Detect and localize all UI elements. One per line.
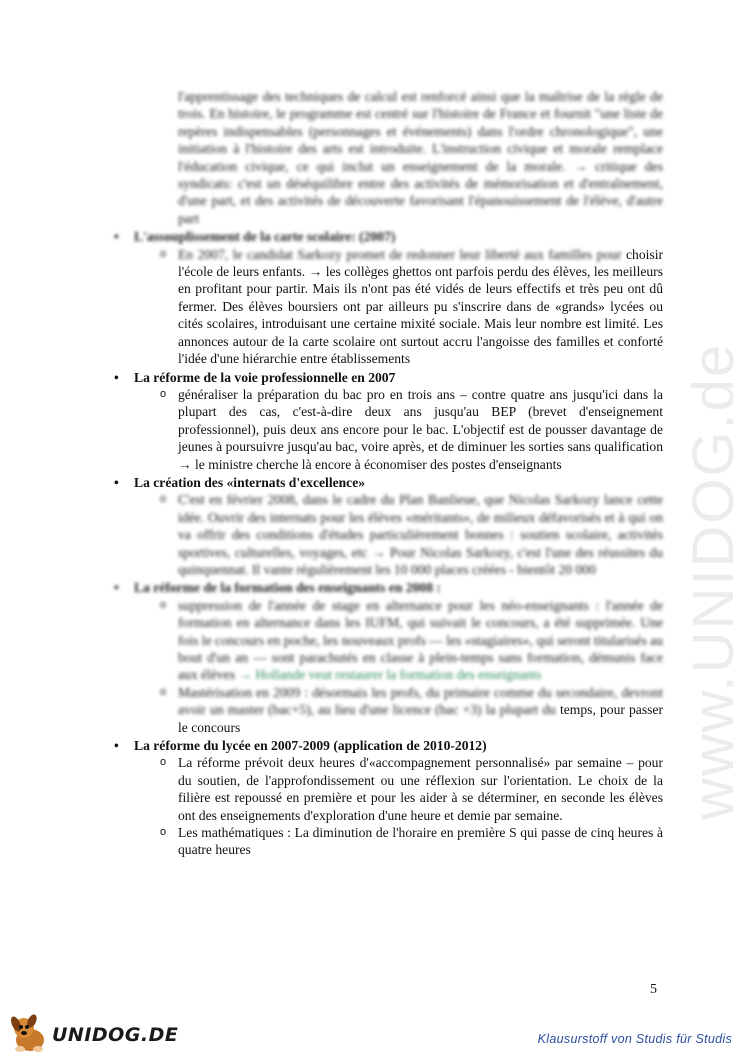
list-marker: o	[160, 685, 167, 698]
list-item	[160, 597, 663, 684]
list-marker: o	[160, 826, 167, 839]
section-heading-internats: • La création des «internats d'excellence»	[108, 474, 663, 491]
list-item	[160, 824, 663, 859]
dog-mascot-icon	[6, 1012, 52, 1054]
paragraph-text: La réforme prévoit deux heures d'«accompagnement personnalisé» par semaine – pour du soutien, de l'approfondissement ou une réflexion sur l'orientation. Le choix de la filière est repoussé en première et pour les aider à se déterminer, en seconde les élèves ont des enseignements d'exploration d'une heure et demie par semaine.	[178, 755, 663, 823]
unidog-logo[interactable]	[6, 1012, 179, 1054]
list-item	[160, 491, 663, 578]
list-item	[160, 246, 663, 368]
section-heading-formation-enseignants: • La réforme de la formation des enseignants en 2008 :	[108, 579, 663, 596]
blurred-text: C'est en février 2008, dans le cadre du Plan Banlieue, que Nicolas Sarkozy lance cette idée. Ouvrir des internats pour les élèves «méritants», de milieux défavorisés et à qui on va offrir des conditions d'études particulièrement bonnes : soutien scolaire, activités sportives, culturelles, voyages, etc → Pour Nicolas Sarkozy, c'est l'une des réussites du quinquennat. Il vante régulièrement les 10 000 places créées - bientôt 20 000	[178, 492, 663, 577]
list-marker: o	[160, 247, 167, 260]
blurred-link-text: → Hollande veut restaurer la formation des enseignants	[238, 667, 542, 683]
footer-tagline: Klausurstoff von Studis für Studis	[537, 1032, 732, 1046]
intro-paragraph: l'apprentissage des techniques de calcul est renforcé ainsi que la maîtrise de la règle de trois. En histoire, le programme est centré sur l'histoire de France et fournit "une liste de repères indispensables (personnages et événements) dans l'ordre chronologique", une initiation à l'histoire des arts est introduite. L'instruction civique et morale remplace l'éducation civique, ce qui inclut un enseignement de la morale. → critique des syndicats: c'est un déséquilibre entre des activités de mémorisation et d'entraînement, d'une part, et des activités de découverte favorisant l'épanouissement de l'élève, d'autre part	[178, 89, 663, 226]
list-item	[160, 386, 663, 473]
blurred-text: suppression de l'année de stage en alternance pour les néo-enseignants : l'année de formation en alternance dans les IUFM, qui suivait le concours, a été supprimée. Une fois le concours en poche, les nouveaux profs — les «stagiaires», qui seront titularisés au bout d'un an — sont parachutés en classe à plein-temps sans formation, démunis face aux élèves	[178, 597, 663, 683]
page-number: 5	[650, 982, 657, 997]
list-marker: o	[160, 598, 167, 611]
list-item	[160, 754, 663, 824]
list-marker: o	[160, 493, 167, 506]
section-heading-reforme-lycee: • La réforme du lycée en 2007-2009 (application de 2010-2012)	[108, 737, 663, 754]
list-marker: o	[160, 387, 167, 400]
list-marker: o	[160, 756, 167, 769]
paragraph-text: temps, pour passer le concours	[178, 702, 663, 735]
watermark-text: www.UNIDOG.de	[681, 342, 746, 820]
blurred-text: Mastérisation en 2009 : désormais les profs, du primaire comme du secondaire, devront avoir un master (bac+5), au lieu d'une licence (bac +3) la plupart du	[178, 684, 663, 718]
blurred-text: En 2007, le candidat Sarkozy promet de redonner leur liberté aux familles pour	[178, 246, 622, 262]
document-content	[108, 88, 663, 859]
logo-text: UNIDOG.DE	[52, 1024, 179, 1046]
section-heading-carte-scolaire: • L'assouplissement de la carte scolaire: (2007)	[108, 228, 663, 245]
paragraph-text: Les mathématiques : La diminution de l'horaire en première S qui passe de cinq heures à quatre heures	[178, 825, 663, 858]
list-item	[160, 684, 663, 736]
paragraph-text: généraliser la préparation du bac pro en trois ans – contre quatre ans jusqu'ici dans la plupart des cas, c'est-à-dire deux ans jusqu'au BEP (brevet d'enseignement professionnel), puis deux ans encore pour le bac. L'objectif est de pousser davantage de jeunes à poursuivre jusqu'au bac, voire après, et de diminuer les sorties sans qualification → le ministre cherche là encore à économiser des postes d'enseignants	[178, 386, 663, 472]
section-heading-voie-professionnelle: • La réforme de la voie professionnelle en 2007	[108, 369, 663, 386]
paragraph-text: choisir l'école de leurs enfants. → les collèges ghettos ont parfois perdu des élèves, les meilleurs en profitant pour partir. Mais ils n'ont pas été vidés de leurs effectifs et très peu ont dû fermer. Des élèves boursiers ont par ailleurs pu s'inscrire dans de «grands» lycées ou cités scolaires, introduisant une certaine mixité sociale. Mais leur nombre est limité. Les annonces autour de la carte scolaire ont surtout accru l'angoisse des familles et conforté l'idée d'une hiérarchie entre établissements	[178, 246, 663, 367]
